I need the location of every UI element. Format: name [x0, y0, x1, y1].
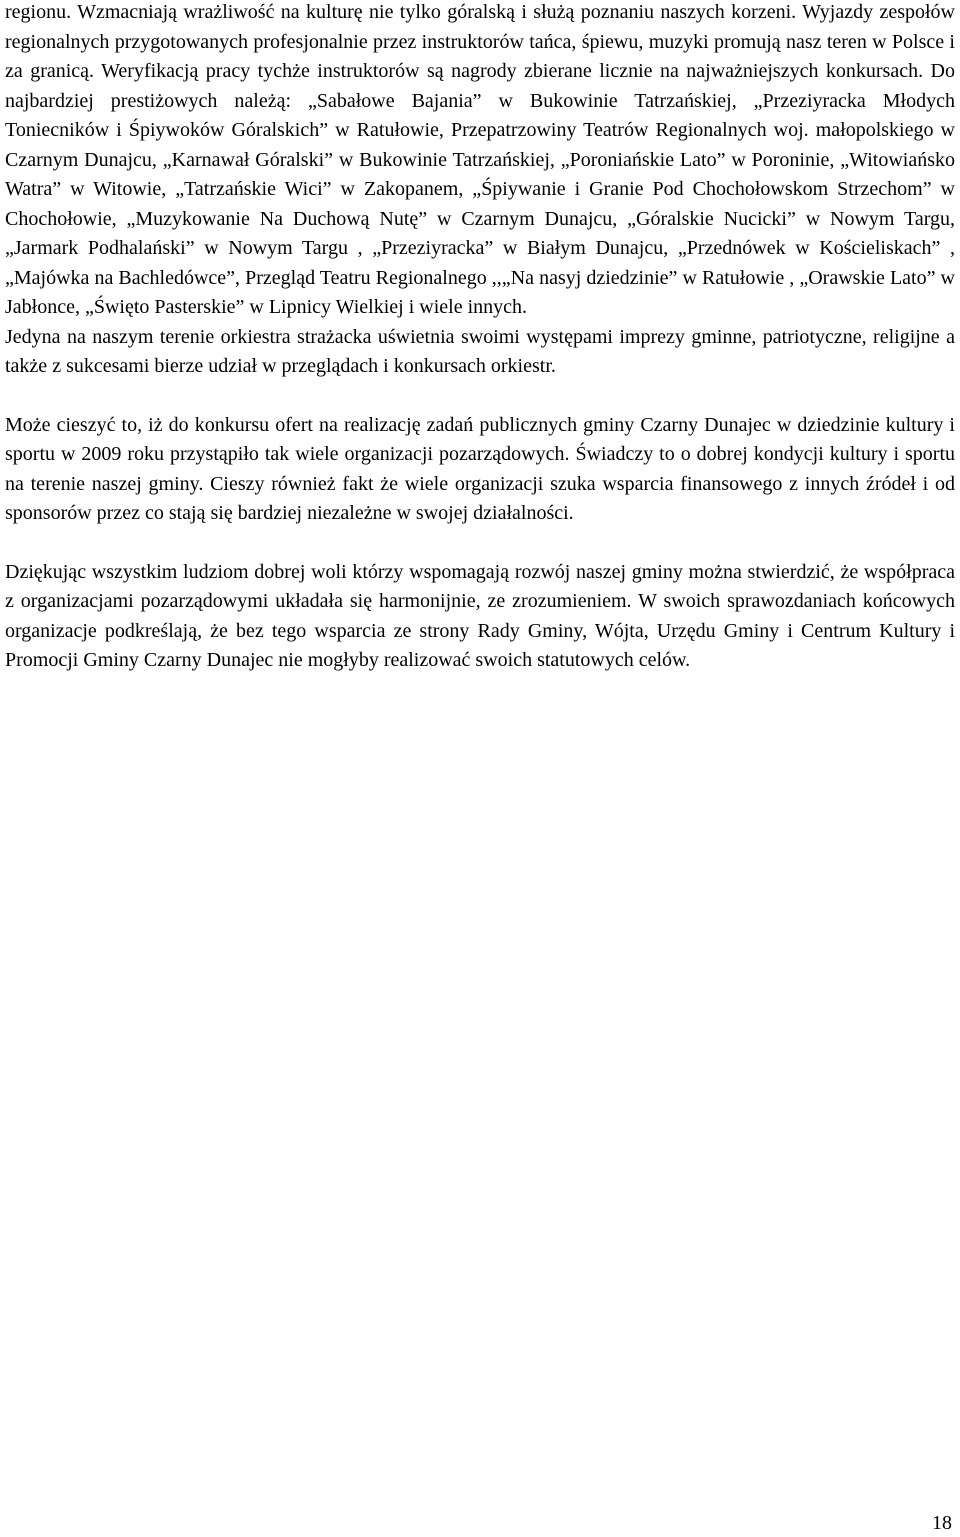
- document-body: [5, 0, 955, 676]
- paragraph-thanks: Dziękując wszystkim ludziom dobrej woli którzy wspomagają rozwój naszej gminy można stwierdzić, że współpraca z organizacjami pozarządowymi układała się harmonijnie, ze zrozumieniem. W swoich sprawozdaniach końcowych organizacje podkreślają, że bez tego wsparcia ze strony Rady Gminy, Wójta, Urzędu Gminy i Centrum Kultury i Promocji Gminy Czarny Dunajec nie mogłyby realizować swoich statutowych celów.: [5, 560, 955, 671]
- paragraph-festivals: regionu. Wzmacniają wrażliwość na kulturę nie tylko góralską i służą poznaniu naszych korzeni. Wyjazdy zespołów regionalnych przygotowanych profesjonalnie przez instruktorów tańca, śpiewu, muzyki promują nasz teren w Polsce i za granicą. Weryfikacją pracy tychże instruktorów są nagrody zbierane licznie na najważniejszych konkursach. Do najbardziej prestiżowych należą: „Sabałowe Bajania” w Bukowinie Tatrzańskiej, „Przeziyracka Młodych Toniecników i Śpiywoków Góralskich” w Ratułowie, Przepatrzowiny Teatrów Regionalnych woj. małopolskiego w Czarnym Dunajcu, „Karnawał Góralski” w Bukowinie Tatrzańskiej, „Poroniańskie Lato” w Poroninie, „Witowiańsko Watra” w Witowie, „Tatrzańskie Wici” w Zakopanem, „Śpiywanie i Granie Pod Chochołowskom Strzechom” w Chochołowie, „Muzykowanie Na Duchową Nutę” w Czarnym Dunajcu, „Góralskie Nucicki” w Nowym Targu, „Jarmark Podhalański” w Nowym Targu , „Przeziyracka” w Białym Dunajcu, „Przednówek w Kościeliskach” , „Majówka na Bachledówce”, Przegląd Teatru Regionalnego ,,„Na nasyj dziedzinie” w Ratułowie , „Orawskie Lato” w Jabłonce, „Święto Pasterskie” w Lipnicy Wielkiej i wiele innych.: [5, 1, 955, 318]
- paragraph-competition: Może cieszyć to, iż do konkursu ofert na realizację zadań publicznych gminy Czarny Dunajec w dziedzinie kultury i sportu w 2009 roku przystąpiło tak wiele organizacji pozarządowych. Świadczy to o dobrej kondycji kultury i sportu na terenie naszej gminy. Cieszy również fakt że wiele organizacji szuka wsparcia finansowego z innych źródeł i od sponsorów przez co stają się bardziej niezależne w swojej działalności.: [5, 413, 955, 524]
- paragraph-orchestra: Jedyna na naszym terenie orkiestra strażacka uświetnia swoimi występami imprezy gminne, patriotyczne, religijne a także z sukcesami bierze udział w przeglądach i konkursach orkiestr.: [5, 325, 955, 377]
- paragraph-gap: [5, 529, 955, 558]
- page-number: 18: [932, 1512, 952, 1534]
- paragraph-gap: [5, 382, 955, 411]
